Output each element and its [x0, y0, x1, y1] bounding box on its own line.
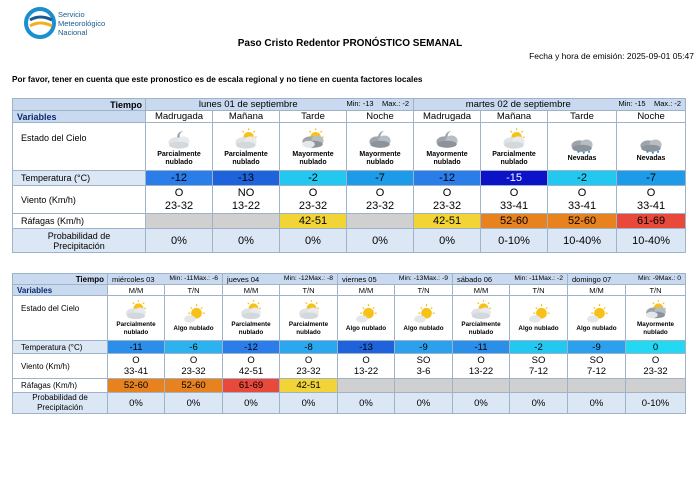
sun-cloud-icon [338, 303, 394, 325]
mostly-cloudy-icon [626, 299, 685, 321]
row-label-estado: Estado del Cielo [13, 123, 146, 171]
temperature-cell: -11 [108, 341, 165, 354]
sky-state-label: Nevadas [567, 154, 597, 162]
wind-speed: 7-12 [529, 366, 549, 377]
sun-cloud-icon [568, 303, 625, 325]
period-header: M/M [223, 285, 280, 296]
day-name: martes 02 de septiembre [465, 99, 571, 110]
wind-speed: 23-32 [181, 366, 206, 377]
wind-cell [146, 186, 213, 214]
wind-cell [414, 186, 481, 214]
wind-speed: 13-22 [353, 366, 379, 377]
partly-cloudy-icon [481, 127, 547, 151]
wind-direction: NO [237, 186, 255, 199]
day-name: sábado 06 [457, 274, 493, 284]
gust-cell: 42-51 [280, 214, 347, 229]
sky-state-cell [146, 123, 213, 171]
forecast-table-days-1-2 [12, 98, 686, 253]
sky-state-cell [626, 296, 686, 341]
sky-state-label: Mayormente nublado [292, 150, 334, 166]
sky-state-label: Mayormente nublado [359, 150, 401, 166]
wind-direction: O [442, 186, 452, 199]
wind-speed: 33-41 [499, 199, 529, 212]
sky-state-cell [617, 123, 686, 171]
sky-state-label: Mayormente nublado [426, 150, 468, 166]
wind-cell [280, 186, 347, 214]
precip-prob-cell: 10-40% [617, 229, 686, 253]
wind-direction: O [577, 186, 587, 199]
precip-prob-cell: 10-40% [548, 229, 617, 253]
sky-state-label: Algo nublado [345, 325, 387, 332]
period-header: M/M [108, 285, 165, 296]
wind-speed: 23-32 [296, 366, 321, 377]
precip-prob-cell: 0% [338, 393, 395, 414]
wind-cell [626, 354, 686, 379]
wind-cell [481, 186, 548, 214]
sun-cloud-icon [510, 303, 567, 325]
wind-direction: O [375, 186, 385, 199]
temperature-cell: -13 [338, 341, 395, 354]
sky-state-cell [223, 296, 280, 341]
sky-state-cell [395, 296, 453, 341]
temperature-cell: -9 [568, 341, 626, 354]
sky-state-cell [165, 296, 223, 341]
temperature-cell: -7 [347, 171, 414, 186]
sky-state-cell [280, 296, 338, 341]
day-name: lunes 01 de septiembre [198, 99, 298, 110]
wind-direction: O [651, 355, 660, 366]
wind-direction: SO [416, 355, 431, 366]
sky-state-cell [108, 296, 165, 341]
precip-prob-cell: 0% [453, 393, 510, 414]
sky-state-cell [213, 123, 280, 171]
gust-cell: 52-60 [165, 379, 223, 393]
gust-cell: 61-69 [223, 379, 280, 393]
row-label-rafagas: Ráfagas (Km/h) [13, 379, 108, 393]
temperature-cell: -2 [548, 171, 617, 186]
mostly-cloudy-icon [280, 127, 346, 151]
wind-direction: O [304, 355, 313, 366]
wind-speed: 33-41 [636, 199, 666, 212]
sky-state-label: Parcialmente nublado [492, 150, 536, 166]
wind-cell [510, 354, 568, 379]
wind-cell [347, 186, 414, 214]
gust-cell: 61-69 [617, 214, 686, 229]
period-header: M/M [453, 285, 510, 296]
wind-direction: O [646, 186, 656, 199]
wind-cell [453, 354, 510, 379]
partly-cloudy-icon [280, 299, 337, 321]
partly-cloudy-icon [213, 127, 279, 151]
gust-cell [347, 214, 414, 229]
sun-cloud-icon [165, 303, 222, 325]
temperature-cell: -13 [213, 171, 280, 186]
sky-state-cell [568, 296, 626, 341]
page-title: Paso Cristo Redentor PRONÓSTICO SEMANAL [237, 38, 463, 49]
temperature-cell: -7 [617, 171, 686, 186]
day-header [146, 99, 414, 111]
forecast-table-days-3-7 [12, 273, 686, 414]
wind-cell [165, 354, 223, 379]
wind-speed: 23-32 [432, 199, 462, 212]
gust-cell [395, 379, 453, 393]
wind-cell [108, 354, 165, 379]
gust-cell [146, 214, 213, 229]
day-name: jueves 04 [227, 274, 260, 284]
temperature-cell: -9 [395, 341, 453, 354]
wind-direction: O [174, 186, 184, 199]
wind-direction: O [477, 355, 485, 366]
period-header: M/M [568, 285, 626, 296]
period-header: T/N [280, 285, 338, 296]
temperature-cell: -8 [280, 341, 338, 354]
wind-speed: 33-41 [567, 199, 597, 212]
gust-cell: 52-60 [108, 379, 165, 393]
period-header: T/N [510, 285, 568, 296]
wind-direction: SO [531, 355, 546, 366]
day-minmax: Min: -13 Max.: -2 [346, 99, 410, 108]
snow-icon [548, 131, 616, 155]
precip-prob-cell: 0-10% [481, 229, 548, 253]
wind-direction: O [132, 355, 140, 366]
period-header: T/N [165, 285, 223, 296]
precip-prob-cell: 0% [213, 229, 280, 253]
wind-speed: 23-32 [298, 199, 328, 212]
sky-state-label: Algo nublado [173, 325, 214, 332]
sky-state-label: Algo nublado [518, 325, 559, 332]
gust-cell: 42-51 [414, 214, 481, 229]
wind-speed: 42-51 [238, 366, 264, 377]
emission-date: Fecha y hora de emisión: 2025-09-01 05:47 [529, 51, 694, 61]
period-header: Tarde [548, 111, 617, 123]
sky-state-label: Parcialmente nublado [461, 321, 501, 336]
temperature-cell: 0 [626, 341, 686, 354]
precip-prob-cell: 0% [347, 229, 414, 253]
period-header: Tarde [280, 111, 347, 123]
precip-prob-cell: 0% [280, 393, 338, 414]
day-minmax: Min: -12Max.: -8 [283, 274, 334, 282]
row-label-rafagas: Ráfagas (Km/h) [13, 214, 146, 229]
period-header: Noche [617, 111, 686, 123]
disclaimer-note: Por favor, tener en cuenta que este pronostico es de escala regional y no tiene en cuenta factores locales [12, 75, 423, 84]
day-name: domingo 07 [572, 274, 612, 284]
period-header: Mañana [481, 111, 548, 123]
wind-direction: O [247, 355, 255, 366]
partly-cloudy-icon [223, 299, 279, 321]
wind-speed: 13-22 [231, 199, 261, 212]
sky-state-cell [414, 123, 481, 171]
sky-state-cell [347, 123, 414, 171]
sky-state-cell [481, 123, 548, 171]
gust-cell [626, 379, 686, 393]
row-label-estado: Estado del Cielo [13, 296, 108, 341]
sky-state-label: Algo nublado [576, 325, 617, 332]
precip-prob-cell: 0% [280, 229, 347, 253]
sky-state-label: Nevadas [636, 154, 666, 162]
wind-speed: 23-32 [365, 199, 395, 212]
gust-cell: 52-60 [548, 214, 617, 229]
day-header [223, 274, 338, 285]
wind-cell [338, 354, 395, 379]
temperature-cell: -6 [165, 341, 223, 354]
wind-cell [617, 186, 686, 214]
temperature-cell: -11 [453, 341, 510, 354]
wind-direction: SO [589, 355, 604, 366]
row-label-temperatura: Temperatura (°C) [13, 341, 108, 354]
day-minmax: Min: -9Max.: 0 [637, 274, 682, 282]
variables-header: Variables [13, 285, 108, 296]
variables-header: Variables [13, 111, 146, 123]
snow-icon [617, 131, 685, 155]
period-header: M/M [338, 285, 395, 296]
precip-prob-cell: 0% [108, 393, 165, 414]
gust-cell: 42-51 [280, 379, 338, 393]
day-header [108, 274, 223, 285]
sky-state-cell [453, 296, 510, 341]
day-minmax: Min: -11Max.: -2 [514, 274, 564, 282]
tiempo-header: Tiempo [13, 274, 108, 285]
gust-cell [510, 379, 568, 393]
wind-direction: O [362, 355, 370, 366]
period-header: Mañana [213, 111, 280, 123]
sky-state-label: Mayormente nublado [636, 321, 675, 336]
day-minmax: Min: -11Max.: -6 [169, 274, 219, 282]
wind-speed: 3-6 [416, 366, 431, 377]
precip-prob-cell: 0% [223, 393, 280, 414]
sky-state-cell [510, 296, 568, 341]
day-minmax: Min: -15 Max.: -2 [618, 99, 682, 108]
wind-speed: 33-41 [123, 366, 149, 377]
temperature-cell: -2 [280, 171, 347, 186]
precip-prob-cell: 0% [510, 393, 568, 414]
precip-prob-cell: 0% [146, 229, 213, 253]
period-header: Madrugada [414, 111, 481, 123]
row-label-prob: Probabilidad de Precipitación [13, 393, 108, 414]
precip-prob-cell: 0% [414, 229, 481, 253]
gust-cell [453, 379, 510, 393]
sky-state-label: Parcialmente nublado [116, 321, 156, 336]
sky-state-cell [548, 123, 617, 171]
wind-direction: O [189, 355, 198, 366]
period-header: Madrugada [146, 111, 213, 123]
sky-state-label: Parcialmente nublado [224, 150, 268, 166]
gust-cell: 52-60 [481, 214, 548, 229]
period-header: T/N [626, 285, 686, 296]
precip-prob-cell: 0-10% [626, 393, 686, 414]
partly-cloudy-icon [108, 299, 164, 321]
wind-speed: 23-32 [643, 366, 668, 377]
wind-cell [568, 354, 626, 379]
day-header [414, 99, 686, 111]
period-header: Noche [347, 111, 414, 123]
precip-prob-cell: 0% [568, 393, 626, 414]
gust-cell [338, 379, 395, 393]
org-name: Servicio Meteorológico Nacional [58, 10, 106, 37]
row-label-viento: Viento (Km/h) [13, 186, 146, 214]
sky-state-cell [338, 296, 395, 341]
wind-direction: O [308, 186, 318, 199]
sun-cloud-icon [395, 303, 452, 325]
day-header [338, 274, 453, 285]
row-label-viento: Viento (Km/h) [13, 354, 108, 379]
wind-speed: 13-22 [468, 366, 494, 377]
day-minmax: Min: -13Max.: -9 [398, 274, 449, 282]
wind-direction: O [509, 186, 519, 199]
day-header [568, 274, 686, 285]
wind-cell [280, 354, 338, 379]
wind-speed: 23-32 [164, 199, 194, 212]
temperature-cell: -12 [146, 171, 213, 186]
temperature-cell: -15 [481, 171, 548, 186]
wind-cell [395, 354, 453, 379]
precip-prob-cell: 0% [395, 393, 453, 414]
wind-cell [213, 186, 280, 214]
partly-cloudy-icon [453, 299, 509, 321]
sky-state-label: Parcialmente nublado [288, 321, 329, 336]
wind-cell [223, 354, 280, 379]
temperature-cell: -2 [510, 341, 568, 354]
wind-speed: 7-12 [587, 366, 607, 377]
row-label-prob: Probabilidad de Precipitación [13, 229, 146, 253]
sky-state-label: Parcialmente nublado [157, 150, 201, 166]
row-label-temperatura: Temperatura (°C) [13, 171, 146, 186]
period-header: T/N [395, 285, 453, 296]
day-header [453, 274, 568, 285]
precip-prob-cell: 0% [165, 393, 223, 414]
tiempo-header: Tiempo [13, 99, 146, 111]
temperature-cell: -12 [223, 341, 280, 354]
gust-cell [568, 379, 626, 393]
gust-cell [213, 214, 280, 229]
temperature-cell: -12 [414, 171, 481, 186]
day-name: miércoles 03 [112, 274, 155, 284]
night-mostly-cloudy-icon [347, 127, 413, 151]
night-mostly-cloudy-icon [414, 127, 480, 151]
sky-state-cell [280, 123, 347, 171]
sky-state-label: Algo nublado [403, 325, 444, 332]
night-partly-cloudy-icon [146, 127, 212, 151]
sky-state-label: Parcialmente nublado [231, 321, 271, 336]
day-name: viernes 05 [342, 274, 377, 284]
wind-cell [548, 186, 617, 214]
